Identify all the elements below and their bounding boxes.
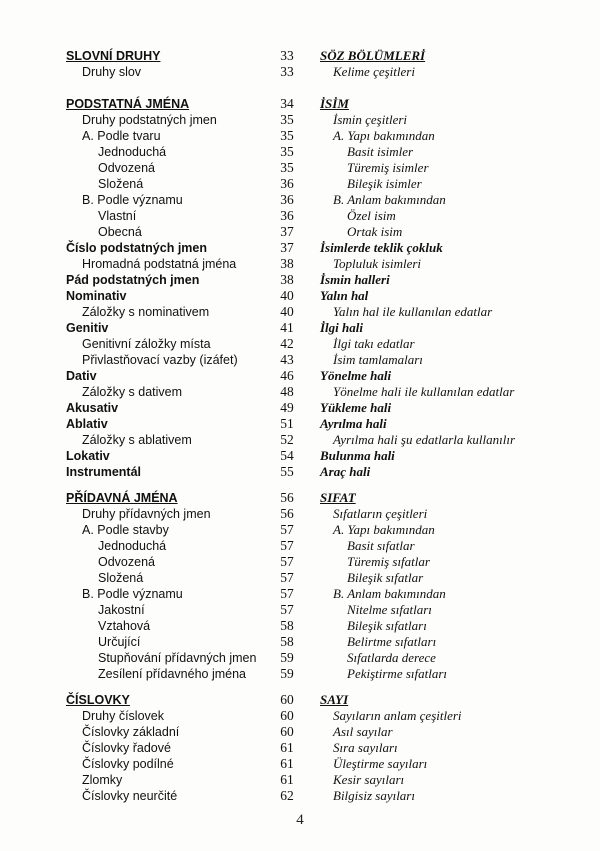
toc-page-number: 42 bbox=[280, 336, 294, 351]
toc-turkish-heading: Araç hali bbox=[320, 464, 371, 479]
toc-czech-entry: Číslovky neurčité bbox=[82, 789, 178, 803]
toc-turkish-entry: Özel isim bbox=[347, 208, 396, 223]
toc-turkish-entry: Bileşik sıfatları bbox=[347, 618, 427, 633]
toc-czech-heading: Nominativ bbox=[66, 289, 127, 303]
toc-page-number: 35 bbox=[280, 128, 294, 143]
toc-czech-heading: Genitiv bbox=[66, 321, 109, 335]
toc-turkish-entry: A. Yapı bakımından bbox=[333, 522, 435, 537]
toc-czech-entry: Složená bbox=[98, 571, 144, 585]
toc-turkish-heading: SIFAT bbox=[320, 490, 356, 505]
toc-page-number: 35 bbox=[280, 144, 294, 159]
toc-page-number: 56 bbox=[280, 506, 294, 521]
toc-row bbox=[0, 634, 600, 650]
toc-turkish-entry: A. Yapı bakımından bbox=[333, 128, 435, 143]
toc-row bbox=[0, 586, 600, 602]
toc-turkish-entry: İlgi takı edatlar bbox=[333, 336, 415, 351]
toc-czech-entry: Odvozená bbox=[98, 161, 155, 175]
toc-page-number: 49 bbox=[280, 400, 294, 415]
toc-czech-entry: Jednoduchá bbox=[98, 145, 167, 159]
toc-czech-entry: Zlomky bbox=[82, 773, 123, 787]
toc-page-number: 36 bbox=[280, 208, 294, 223]
toc-czech-entry: Druhy slov bbox=[82, 65, 142, 79]
toc-turkish-entry: Topluluk isimleri bbox=[333, 256, 422, 271]
toc-row bbox=[0, 240, 600, 256]
toc-row bbox=[0, 272, 600, 288]
toc-row bbox=[0, 538, 600, 554]
toc-czech-heading: Číslo podstatných jmen bbox=[66, 241, 207, 255]
toc-turkish-heading: İsmin halleri bbox=[320, 272, 390, 287]
toc-page-number: 60 bbox=[280, 692, 294, 707]
toc-page-number: 33 bbox=[280, 48, 294, 63]
toc-czech-heading: ČÍSLOVKY bbox=[66, 693, 130, 707]
toc-czech-heading: PODSTATNÁ JMÉNA bbox=[66, 97, 190, 111]
toc-czech-entry: Druhy podstatných jmen bbox=[82, 113, 217, 127]
toc-turkish-entry: Yönelme hali ile kullanılan edatlar bbox=[333, 384, 515, 399]
toc-row bbox=[0, 320, 600, 336]
toc-turkish-heading: Yönelme hali bbox=[320, 368, 392, 383]
toc-row bbox=[0, 416, 600, 432]
toc-czech-entry: A. Podle stavby bbox=[82, 523, 169, 537]
toc-czech-entry: Záložky s ablativem bbox=[82, 433, 192, 447]
toc-page-number: 43 bbox=[280, 352, 294, 367]
toc-page-number: 57 bbox=[280, 522, 294, 537]
toc-page-number: 41 bbox=[280, 320, 294, 335]
toc-czech-heading: PŘÍDAVNÁ JMÉNA bbox=[66, 491, 178, 505]
toc-page-number: 38 bbox=[280, 272, 294, 287]
toc-turkish-entry: Türemiş sıfatlar bbox=[347, 554, 430, 569]
toc-row bbox=[0, 96, 600, 112]
toc-czech-entry: A. Podle tvaru bbox=[82, 129, 161, 143]
toc-row bbox=[0, 160, 600, 176]
toc-page-number: 59 bbox=[280, 650, 294, 665]
toc-turkish-entry: Sıfatlarda derece bbox=[347, 650, 436, 665]
toc-row bbox=[0, 772, 600, 788]
toc-turkish-entry: Pekiştirme sıfatları bbox=[347, 666, 448, 681]
toc-row bbox=[0, 708, 600, 724]
toc-row bbox=[0, 128, 600, 144]
toc-row bbox=[0, 602, 600, 618]
toc-czech-heading: Ablativ bbox=[66, 417, 108, 431]
toc-page-number: 46 bbox=[280, 368, 294, 383]
toc-turkish-entry: İsim tamlamaları bbox=[333, 352, 423, 367]
toc-row bbox=[0, 352, 600, 368]
toc-row bbox=[0, 464, 600, 480]
toc-page-number: 56 bbox=[280, 490, 294, 505]
toc-page-number: 57 bbox=[280, 602, 294, 617]
toc-row bbox=[0, 788, 600, 804]
toc-row bbox=[0, 144, 600, 160]
toc-row bbox=[0, 400, 600, 416]
toc-page-number: 58 bbox=[280, 634, 294, 649]
toc-row bbox=[0, 740, 600, 756]
toc-czech-entry: Obecná bbox=[98, 225, 142, 239]
toc-turkish-entry: Üleştirme sayıları bbox=[333, 756, 428, 771]
toc-czech-entry: Přivlastňovací vazby (izáfet) bbox=[82, 353, 238, 367]
toc-row bbox=[0, 176, 600, 192]
toc-row bbox=[0, 522, 600, 538]
toc-turkish-heading: Yalın hal bbox=[320, 288, 369, 303]
toc-czech-heading: Dativ bbox=[66, 369, 97, 383]
toc-page-number: 60 bbox=[280, 708, 294, 723]
toc-page-number: 36 bbox=[280, 192, 294, 207]
toc-row bbox=[0, 724, 600, 740]
toc-page-number: 40 bbox=[280, 288, 294, 303]
toc-row bbox=[0, 650, 600, 666]
toc-row bbox=[0, 48, 600, 64]
toc-row bbox=[0, 64, 600, 80]
toc-page-number: 61 bbox=[280, 740, 294, 755]
toc-turkish-entry: B. Anlam bakımından bbox=[333, 586, 446, 601]
toc-czech-entry: Stupňování přídavných jmen bbox=[98, 651, 257, 665]
toc-row bbox=[0, 288, 600, 304]
toc-page-number: 36 bbox=[280, 176, 294, 191]
toc-page-number: 57 bbox=[280, 570, 294, 585]
toc-page-number: 51 bbox=[280, 416, 294, 431]
toc-turkish-entry: Belirtme sıfatları bbox=[347, 634, 437, 649]
toc-turkish-entry: B. Anlam bakımından bbox=[333, 192, 446, 207]
toc-page-number: 33 bbox=[280, 64, 294, 79]
toc-page-number: 35 bbox=[280, 112, 294, 127]
toc-czech-entry: Genitivní záložky místa bbox=[82, 337, 211, 351]
toc-row bbox=[0, 554, 600, 570]
toc-czech-heading: Akusativ bbox=[66, 401, 119, 415]
toc-row bbox=[0, 618, 600, 634]
toc-page-number: 60 bbox=[280, 724, 294, 739]
toc-turkish-heading: İSİM bbox=[320, 96, 349, 111]
toc-turkish-entry: Türemiş isimler bbox=[347, 160, 429, 175]
toc-turkish-entry: Kesir sayıları bbox=[333, 772, 405, 787]
toc-page-number: 57 bbox=[280, 538, 294, 553]
toc-czech-entry: Odvozená bbox=[98, 555, 155, 569]
toc-turkish-entry: İsmin çeşitleri bbox=[333, 112, 408, 127]
toc-turkish-entry: Basit sıfatlar bbox=[347, 538, 415, 553]
toc-turkish-entry: Basit isimler bbox=[347, 144, 414, 159]
toc-turkish-heading: SAYI bbox=[320, 692, 349, 707]
toc-page-number: 35 bbox=[280, 160, 294, 175]
page-number: 4 bbox=[296, 812, 304, 828]
toc-row bbox=[0, 256, 600, 272]
toc-row bbox=[0, 112, 600, 128]
toc-turkish-heading: Bulunma hali bbox=[320, 448, 395, 463]
toc-page-number: 54 bbox=[280, 448, 294, 463]
toc-czech-entry: Záložky s nominativem bbox=[82, 305, 210, 319]
toc-czech-entry: Určující bbox=[98, 635, 141, 649]
toc-page-number: 40 bbox=[280, 304, 294, 319]
toc-czech-entry: Druhy číslovek bbox=[82, 709, 164, 723]
toc-turkish-heading: SÖZ BÖLÜMLERİ bbox=[320, 48, 426, 63]
toc-czech-entry: Vztahová bbox=[98, 619, 151, 633]
toc-row bbox=[0, 570, 600, 586]
toc-czech-entry: Záložky s dativem bbox=[82, 385, 183, 399]
toc-czech-entry: B. Podle významu bbox=[82, 587, 183, 601]
toc-czech-heading: Instrumentál bbox=[66, 465, 142, 479]
toc-czech-heading: Pád podstatných jmen bbox=[66, 273, 200, 287]
toc-page-number: 38 bbox=[280, 256, 294, 271]
toc-page-number: 57 bbox=[280, 586, 294, 601]
toc-turkish-entry: Kelime çeşitleri bbox=[333, 64, 415, 79]
toc-page-number: 48 bbox=[280, 384, 294, 399]
toc-page-number: 61 bbox=[280, 772, 294, 787]
toc-czech-heading: SLOVNÍ DRUHY bbox=[66, 49, 161, 63]
toc-page-number: 52 bbox=[280, 432, 294, 447]
toc-row bbox=[0, 384, 600, 400]
toc-page-number: 34 bbox=[280, 96, 294, 111]
toc-page-number: 37 bbox=[280, 224, 294, 239]
toc-turkish-entry: Sıfatların çeşitleri bbox=[333, 506, 428, 521]
toc-turkish-entry: Bileşik sıfatlar bbox=[347, 570, 424, 585]
toc-turkish-entry: Ortak isim bbox=[347, 224, 403, 239]
toc-turkish-entry: Nitelme sıfatları bbox=[347, 602, 432, 617]
toc-turkish-entry: Yalın hal ile kullanılan edatlar bbox=[333, 304, 493, 319]
toc-row bbox=[0, 208, 600, 224]
toc-row bbox=[0, 490, 600, 506]
toc-turkish-entry: Ayrılma hali şu edatlarla kullanılır bbox=[333, 432, 515, 447]
toc-page-number: 59 bbox=[280, 666, 294, 681]
toc-czech-entry: Druhy přídavných jmen bbox=[82, 507, 211, 521]
toc-czech-entry: Číslovky řadové bbox=[82, 741, 171, 755]
toc-row bbox=[0, 224, 600, 240]
toc-page-number: 61 bbox=[280, 756, 294, 771]
toc-row bbox=[0, 506, 600, 522]
toc-page-number: 58 bbox=[280, 618, 294, 633]
toc-page-number: 55 bbox=[280, 464, 294, 479]
toc-czech-heading: Lokativ bbox=[66, 449, 110, 463]
toc-czech-entry: Zesílení přídavného jména bbox=[98, 667, 247, 681]
toc-row bbox=[0, 192, 600, 208]
toc-czech-entry: Číslovky základní bbox=[82, 725, 180, 739]
toc-row bbox=[0, 692, 600, 708]
toc-turkish-entry: Sıra sayıları bbox=[333, 740, 398, 755]
toc-czech-entry: Jakostní bbox=[98, 603, 145, 617]
toc-turkish-heading: İlgi hali bbox=[320, 320, 363, 335]
toc-row bbox=[0, 304, 600, 320]
toc-turkish-heading: İsimlerde teklik çokluk bbox=[320, 240, 443, 255]
toc-czech-entry: Hromadná podstatná jména bbox=[82, 257, 237, 271]
toc-page-number: 57 bbox=[280, 554, 294, 569]
toc-page-number: 37 bbox=[280, 240, 294, 255]
toc-czech-entry: Číslovky podílné bbox=[82, 757, 174, 771]
toc-row bbox=[0, 448, 600, 464]
toc-row bbox=[0, 756, 600, 772]
toc-turkish-entry: Bilgisiz sayıları bbox=[333, 788, 415, 803]
toc-turkish-entry: Bileşik isimler bbox=[347, 176, 422, 191]
toc-turkish-heading: Yükleme hali bbox=[320, 400, 392, 415]
toc-row bbox=[0, 432, 600, 448]
toc-czech-entry: Jednoduchá bbox=[98, 539, 167, 553]
toc-page-number: 62 bbox=[280, 788, 294, 803]
toc-czech-entry: Složená bbox=[98, 177, 144, 191]
toc-row bbox=[0, 368, 600, 384]
toc-row bbox=[0, 336, 600, 352]
toc-turkish-heading: Ayrılma hali bbox=[320, 416, 387, 431]
toc-czech-entry: Vlastní bbox=[98, 209, 137, 223]
toc-turkish-entry: Asıl sayılar bbox=[333, 724, 393, 739]
toc-czech-entry: B. Podle významu bbox=[82, 193, 183, 207]
toc-row bbox=[0, 666, 600, 682]
toc-turkish-entry: Sayıların anlam çeşitleri bbox=[333, 708, 462, 723]
